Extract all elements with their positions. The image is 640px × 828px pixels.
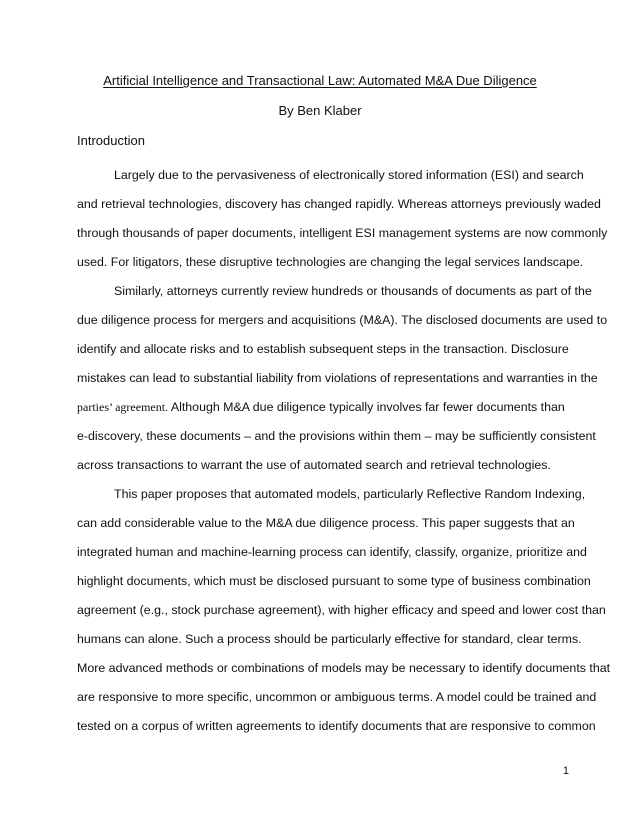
text-line: identify and allocate risks and to establish subsequent steps in the transaction. Disclosure bbox=[77, 342, 569, 356]
text-run: Although M&A due diligence typically involves far fewer documents than bbox=[168, 400, 565, 414]
page-number: 1 bbox=[562, 765, 569, 777]
text-line: through thousands of paper documents, intelligent ESI management systems are now commonly bbox=[77, 226, 608, 240]
paragraph-2 bbox=[77, 277, 608, 480]
text-line: Similarly, attorneys currently review hundreds or thousands of documents as part of the bbox=[114, 284, 592, 298]
text-line: mistakes can lead to substantial liability from violations of representations and warranties in the bbox=[77, 371, 598, 385]
text-line: tested on a corpus of written agreements to identify documents that are responsive to common bbox=[77, 719, 596, 733]
text-line: highlight documents, which must be disclosed pursuant to some type of business combination bbox=[77, 574, 591, 588]
text-line: More advanced methods or combinations of models may be necessary to identify documents that bbox=[77, 661, 611, 675]
text-line: integrated human and machine-learning process can identify, classify, organize, prioritize and bbox=[77, 545, 587, 559]
text-line: due diligence process for mergers and acquisitions (M&A). The disclosed documents are used to bbox=[77, 313, 608, 327]
text-line: Largely due to the pervasiveness of electronically stored information (ESI) and search bbox=[114, 168, 584, 182]
text-line: across transactions to warrant the use of automated search and retrieval technologies. bbox=[77, 458, 551, 472]
text-line: and retrieval technologies, discovery has changed rapidly. Whereas attorneys previously waded bbox=[77, 197, 601, 211]
text-line: e-discovery, these documents – and the provisions within them – may be sufficiently consistent bbox=[77, 429, 596, 443]
section-heading: Introduction bbox=[77, 133, 145, 148]
document-title: Artificial Intelligence and Transactional Law: Automated M&A Due Diligence bbox=[103, 73, 537, 88]
text-line: humans can alone. Such a process should be particularly effective for standard, clear terms. bbox=[77, 632, 582, 646]
author-byline: By Ben Klaber bbox=[278, 103, 362, 118]
text-line: This paper proposes that automated models, particularly Reflective Random Indexing, bbox=[114, 487, 586, 501]
document-body bbox=[77, 161, 611, 741]
text-line: are responsive to more specific, uncommon or ambiguous terms. A model could be trained and bbox=[77, 690, 597, 704]
text-line: used. For litigators, these disruptive technologies are changing the legal services landscape. bbox=[77, 255, 584, 269]
text-line: agreement (e.g., stock purchase agreement), with higher efficacy and speed and lower cost than bbox=[77, 603, 606, 617]
paragraph-1 bbox=[77, 161, 608, 277]
text-line: can add considerable value to the M&A due diligence process. This paper suggests that an bbox=[77, 516, 575, 530]
paragraph-3 bbox=[77, 480, 611, 741]
serif-text-run: parties’ agreement. bbox=[77, 400, 169, 414]
text-line bbox=[77, 393, 567, 422]
